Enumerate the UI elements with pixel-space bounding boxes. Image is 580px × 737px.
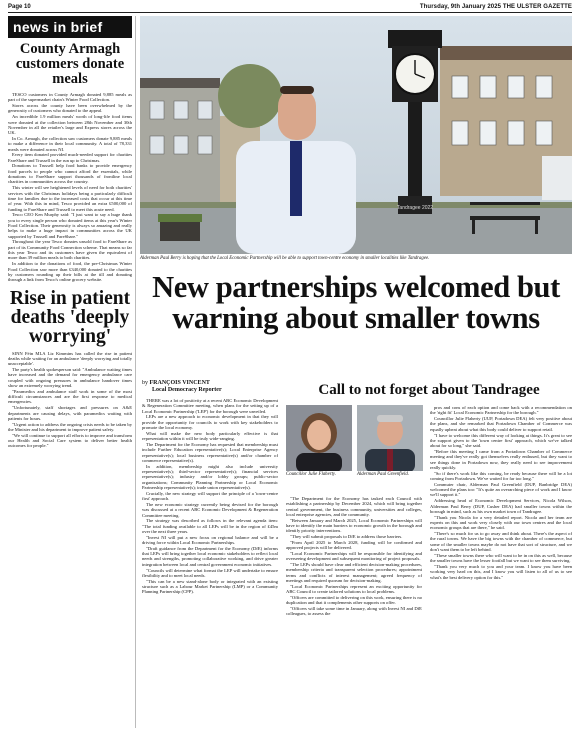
secondary-headline: Call to not forget about Tandragee — [318, 382, 540, 398]
column-divider — [135, 16, 136, 728]
byline — [142, 380, 278, 394]
header-rule — [8, 12, 572, 13]
page-header — [8, 2, 572, 12]
paragraph: TESCO customers in County Armagh donated 9,885 meals as part of the supermarket chain's Winter Food Collection. — [8, 92, 132, 103]
byline-role: Local Democracy Reporter — [152, 387, 222, 393]
portrait-woman — [286, 405, 352, 471]
article-body-3 — [430, 405, 572, 580]
paragraph: "There's so much for us to go away and think about. There's the aspect of the rural towns. We have the big towns with the chamber of commerce, but some of the smaller towns maybe do not have that sort of structure, and we don't want them to be left behind. — [430, 531, 572, 553]
paragraph: "From April 2025 to March 2028, funding will be confirmed and approved projects will be delivered. — [286, 539, 422, 551]
page-number: Page 10 — [8, 4, 31, 10]
photo-tandragee-clock-illustration — [140, 16, 572, 254]
lead-photo — [140, 16, 572, 254]
paragraph: LEPs are a new approach to economic development in that they will provide the opportunity for councils to work with key stakeholders to promote the local economy. — [142, 414, 278, 431]
brief-story-tesco — [8, 92, 132, 283]
news-in-brief-column — [8, 16, 132, 728]
article-body-2 — [286, 496, 422, 617]
mug-caption-greenfield: Alderman Paul Greenfield. — [357, 472, 409, 477]
mug-caption-flaherty: Councillor Julie Flaherty. — [286, 472, 336, 477]
paragraph: "They will submit proposals to DfE to address those barriers. — [290, 534, 403, 540]
paragraph: The new economic strategy currently being devised for the borough was discussed at a recent ABC Economic Development & Regeneration Committee meeting. — [142, 501, 278, 518]
news-in-brief-banner: news in brief — [8, 16, 132, 38]
paragraph: "Urgent action to address the ongoing crisis needs to be taken by the Minister and his department to improve patient safety. — [8, 421, 132, 432]
paragraph: "Thank you very much to you and your team. I know you have been working very hard on this, and I know you will listen to all of us to see what's the best delivery option for this." — [430, 563, 572, 580]
byline-name: FRANÇOIS VINCENT — [149, 380, 210, 386]
article-column-3 — [430, 405, 572, 730]
paragraph: THERE was a lot of positivity at a recent ABC Economic Development & Regeneration Committee meeting, when plans for the setting up of a Local Economic Partnership ('LEP') for the borough were unveiled. — [142, 398, 278, 414]
paragraph: An incredible 1.9 million meals' worth of long-life food items were donated at the collection between 28th November and 30th November in all the retailer's large and Express stores across the UK. — [8, 114, 132, 136]
paragraph: "Local Economic Partnerships represent an exciting opportunity for ABC Council to create tailored solutions to local problems. — [286, 583, 422, 595]
article-column-2 — [286, 496, 422, 730]
paragraph: In addition to the donations of food, the pre-Christmas Winter Food Collection saw more than £340,000 donated to the charities by customers rounding up their bills at the till and donating through a link from Tesco's online grocery website. — [8, 261, 132, 283]
paragraph: "Local Economic Partnerships will be responsible for identifying and overseeing development and subsequent monitoring of project proposals. — [286, 551, 422, 562]
paragraph: In addition, membership might also include university representative(s); third-sector representative(s); financial services representative(s); industry and/or lobby groups; public-sector organisations; Community Planning Partnership or Local Economic Partnership representative(s); trade union representative(s). — [142, 463, 278, 491]
paragraph: Commuter chair, Alderman Paul Greenfield (DUP, Banbridge DEA) welcomed the plans too: "It's quite an overarching piece of work and I know we'll support it." — [430, 481, 572, 498]
portrait-man — [357, 405, 423, 471]
mugshot-greenfield — [357, 405, 424, 495]
paragraph: SINN Féin MLA Liz Kimmins has called the rise in patient deaths while waiting for an ambulance 'deeply worrying and totally unacceptable'. — [8, 350, 132, 367]
byline-prefix: by — [142, 380, 148, 386]
brief-headline-deaths: Rise in patient deaths 'deeply worrying' — [9, 287, 131, 347]
paragraph: "This can be a new stand-alone body or integrated with an existing structure such as a Labour Market Partnership (LMP) or a Community Planning Partnership (CPP). — [142, 578, 278, 595]
paragraph: "I have to welcome this different way of looking at things. It's great to see the support given to the 'town centre first' approach, which we've talked about for so long," she said. — [430, 432, 572, 449]
paragraph: "So if there's work like this coming, be ready because there will be a lot coming from Portadown. We've waited for far too long." — [430, 470, 572, 482]
paragraph: Every item donated provided much-needed support for charities FareShare and Trussell in the run up to Christmas. — [8, 152, 132, 163]
paragraph: "We will continue to support all efforts to improve and transform our Health and Social Care system to deliver better health outcomes for people." — [8, 432, 132, 449]
brief-headline-tesco: County Armagh customers donate meals — [15, 41, 125, 87]
clock-base-label: Tandragee 2022 — [396, 205, 434, 211]
paragraph: "Between January and March 2025, Local Economic Partnerships will have to identify the main barriers to economic growth in the borough and identify priority interventions. — [286, 517, 422, 534]
paragraph: Donations to Trussell help food banks to provide emergency food parcels to people who cannot afford the essentials, while donations to FareShare support thousands of frontline local charities in communities across the country. — [8, 163, 132, 185]
councillor-photos — [286, 405, 424, 495]
paragraph: "The LEPs should have clear and efficient decision-making procedures, membership criteria and transparent selection procedures; appointment terms and conflicts of interest management; agreed frequency of meetings and required quorum for decision-making. — [286, 562, 422, 584]
paragraph: In Co. Armagh, the collection saw customers donate 9,885 meals to make a difference in their local community. A total of 78,331 meals were donated across NI. — [8, 135, 132, 152]
paragraph: This winter will see heightened levels of need for both charities' services with the Christmas holidays being a particularly difficult time for families due to the increased costs that occur at this time of year. With this in mind, Tesco provided an extra £500,000 of funding to FareShare and Trussell to meet this acute need. — [8, 185, 132, 212]
lead-headline: New partnerships welcomed but warning about smaller towns — [152, 270, 560, 335]
paragraph: "Before this meeting I came from a Portadown Chamber of Commerce meeting and they've really got themselves really enthused, but they want to see things done in Portadown now, they really need to see improvement really quickly. — [430, 448, 572, 470]
paragraph: The Department for the Economy has requested that membership must include Further Education representative(s); Local Enterprise Agency representative(s); local business representative(s) and/or chamber of commerce representative(s). — [142, 441, 278, 463]
paragraph: "Paramedics and ambulance staff work in some of the most difficult circumstances and are the first response to medical emergencies. — [8, 388, 132, 405]
paragraph: What will make the new body particularly effective is that representation within it will be truly wide-ranging. — [142, 430, 278, 442]
paragraph: pros and cons of each option and come back with a recommendation on the 'right fit' Local Economic Partnership for the borough." — [430, 405, 572, 416]
paragraph: The party's health spokesperson said: "Ambulance waiting times have increased and the demand for emergency ambulance care coupled with ongoing pressures in ambulance handover times show an extremely worrying trend. — [8, 366, 132, 388]
paragraph: Tesco CEO Ken Murphy said: "I just want to say a huge thank you to every single person who donated items at this year's Winter Food Collection. Their generosity is always so amazing and really helps to make a huge impact in communities across the UK supported by Trussell and FareShare." — [8, 212, 132, 239]
paragraph: Councillor Julie Flaherty (UUP, Portadown DEA) felt very positive about the plans, and she remarked that Portadown Chamber of Commerce was equally upbeat about what this body could deliver to support retail. — [430, 416, 572, 432]
paragraph: Throughout the year Tesco donates unsold food to FareShare as part of its Community Food Connection scheme. That means so far this year Tesco and its customers have given the equivalent of more than 39 million meals to both charities. — [8, 239, 132, 261]
article-body-1 — [142, 398, 278, 595]
paragraph: Stores across the county have been overwhelmed by the generosity of customers who donated to the appeal. — [8, 103, 132, 114]
paragraph: "Draft guidance from the Department for the Economy (DfE) informs that LEPs will bring together local economic stakeholders to reflect local needs and strengths, promoting collaborative working, and drive greater integration between local and central government economic initiatives. — [142, 545, 278, 567]
paragraph: "These smaller towns there who will want to be in on this as well, because the smaller towns have the lesser footfall but we want to see them surviving. — [430, 552, 572, 564]
brief-story-deaths — [8, 351, 132, 449]
dateline: Thursday, 9th January 2025 THE ULSTER GAZETTE — [419, 4, 572, 10]
paragraph: Crucially, the new strategy will support the principle of a 'town-centre first' approach. — [142, 490, 278, 502]
paragraph: "Councils will determine what format the LEP will undertake to ensure flexibility and to meet local needs. — [142, 567, 278, 578]
paragraph: "Thank you Nicola for a very detailed report. Nicola and her team are experts on this and work very closely with our town centres and the local economic groups that are there," he said. — [430, 514, 572, 531]
paragraph: The strategy was described as follows in the relevant agenda item: "The total funding available to all LEPs will be in the region of £45m over the next three years. — [142, 518, 278, 534]
article-column-1 — [142, 380, 278, 730]
mugshot-flaherty — [286, 405, 353, 495]
paragraph: Addressing head of Economic Development Services, Nicola Wilson, Alderman Paul Berry (DUP, Cusher DEA) had smaller towns within the borough in mind, such as his own market town of Tandragee. — [430, 498, 572, 514]
paragraph: "The Department for the Economy has tasked each Council with establishing a partnership by December 2024, which will bring together central government, the business community, universities and colleges, local enterprise agencies, and the community. — [286, 496, 422, 518]
paragraph: "Unfortunately, staff shortages and pressures on A&E departments are causing delays, with paramedics waiting with patients for hours. — [8, 405, 132, 421]
paragraph: "Officers are committed to delivering on this work, ensuring there is no duplication and that it complements other supports on offer. — [286, 594, 422, 606]
paragraph: "Officers will take some time in January, along with Invest NI and DfE colleagues, to assess the — [286, 606, 422, 617]
photo-caption: Alderman Paul Berry is hoping that the Local Economic Partnership will be able to support town-centre economy in smaller localities like Tandragee. — [140, 256, 430, 261]
paragraph: "Invest NI will put a new focus on regional balance and will be a driving force within Local Economic Partnerships. — [142, 534, 278, 546]
